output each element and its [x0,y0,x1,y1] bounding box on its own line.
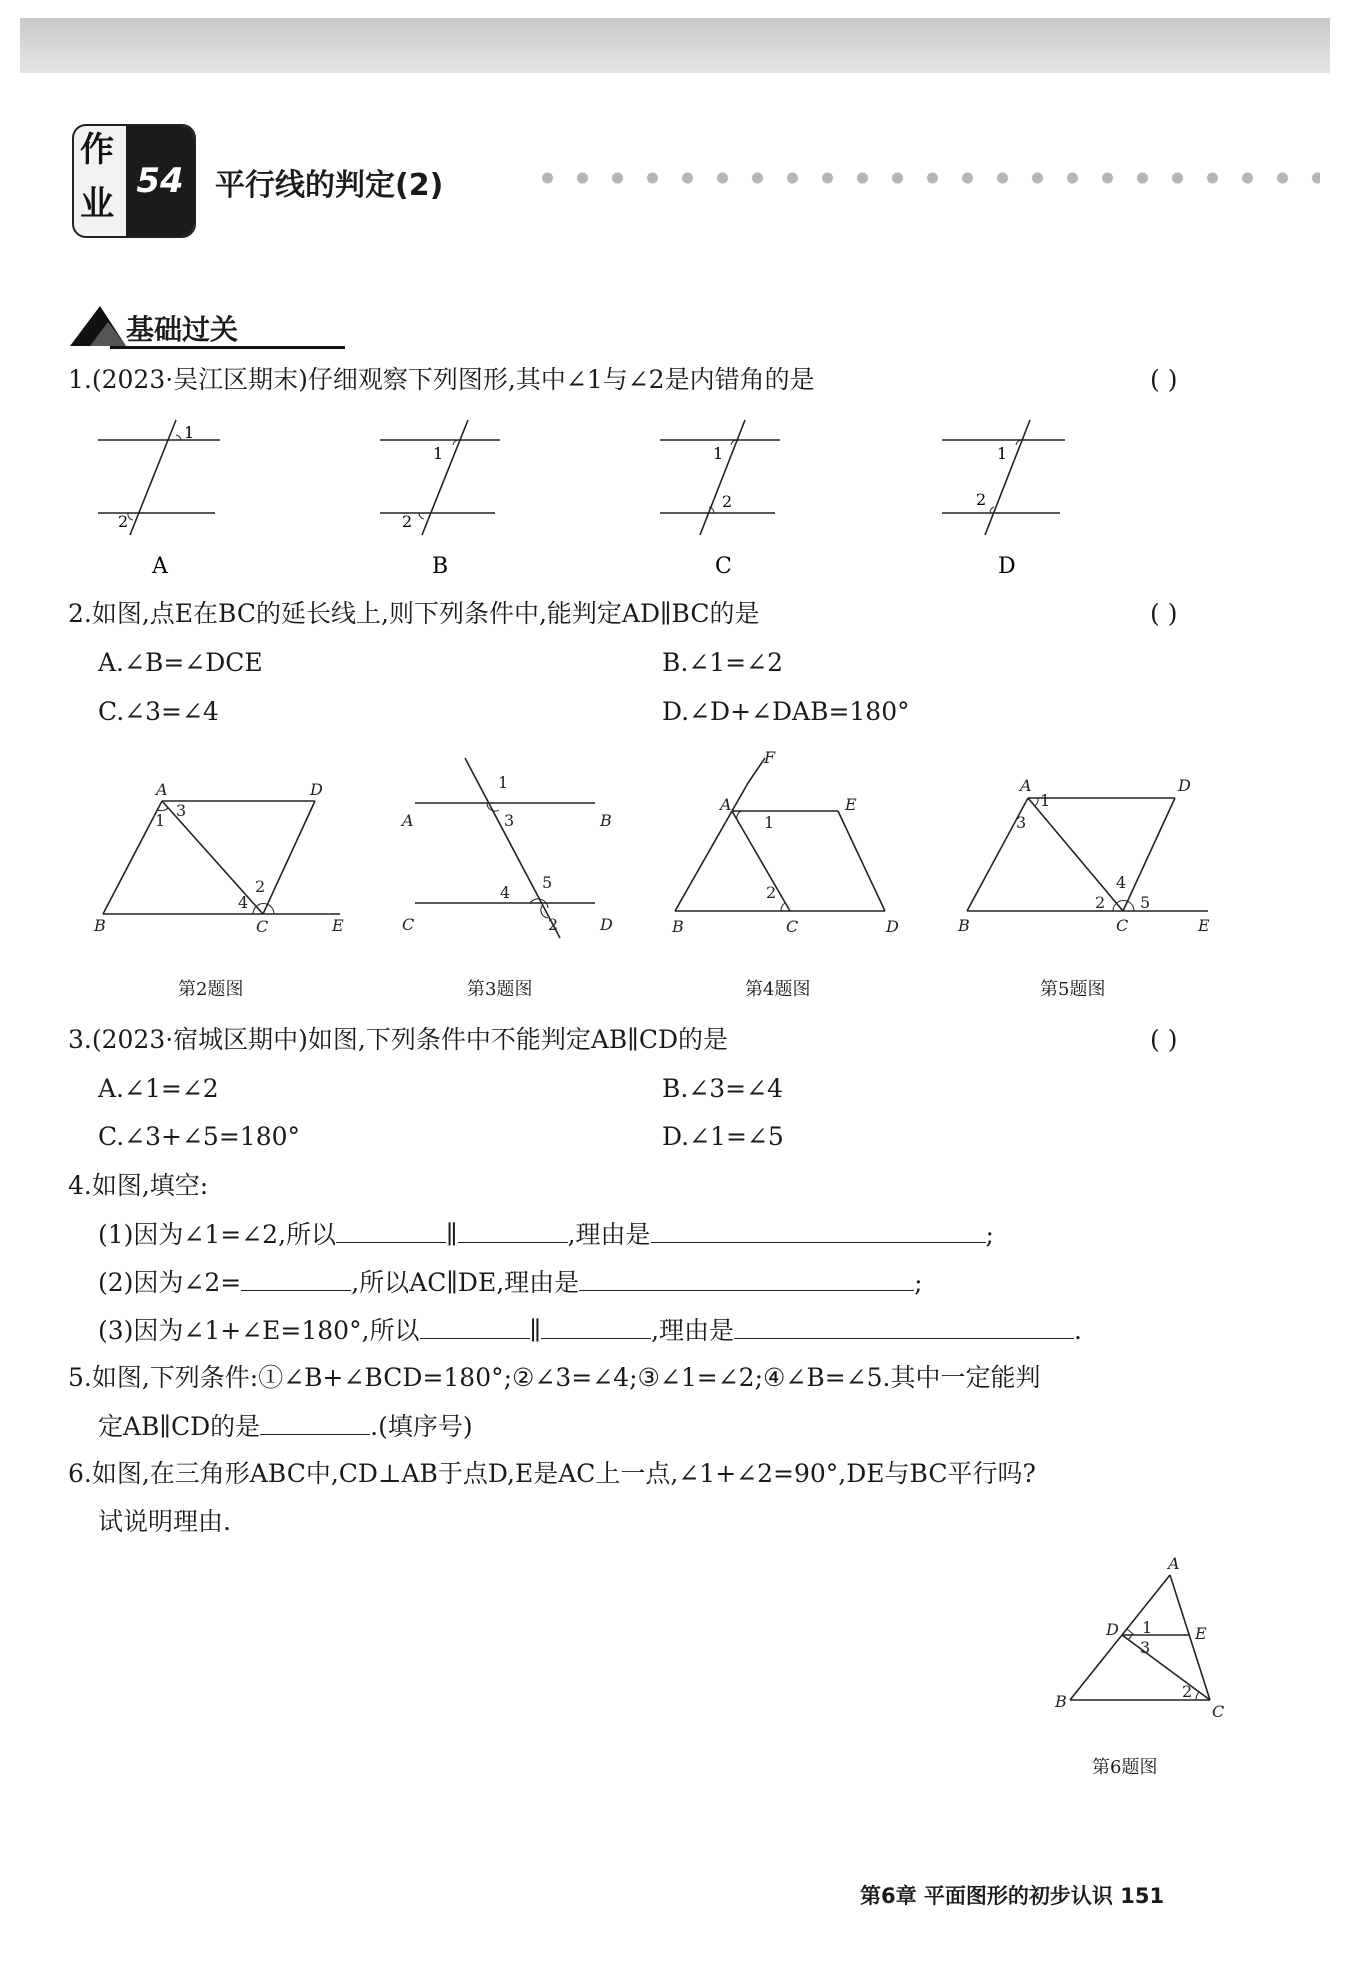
svg-text:2: 2 [402,512,413,531]
assignment-badge [72,124,196,238]
svg-text:2: 2 [722,492,733,511]
svg-text:1: 1 [713,444,724,463]
q1-option-d: D [998,554,1016,579]
svg-text:5: 5 [542,873,553,892]
q4-p1-blank-2[interactable] [458,1218,568,1243]
q1-figure-d [942,420,1065,579]
q4-p2-reason-blank[interactable] [579,1266,914,1291]
q4-p1-parallel: ∥ [446,1220,458,1249]
q2-answer-paren[interactable]: ( ) [1150,599,1178,628]
svg-text:4: 4 [500,883,511,902]
svg-text:E: E [1198,916,1210,935]
svg-text:C: C [1116,916,1129,935]
q1-option-a: A [152,554,168,579]
svg-text:2: 2 [548,915,559,934]
page-title: 平行线的判定(2) [215,168,444,203]
svg-text:A: A [156,780,168,799]
svg-text:1: 1 [1142,1618,1153,1637]
figure-6 [1040,1555,1240,1725]
q4-p1-prefix: (1)因为∠1=∠2,所以 [98,1220,337,1249]
svg-text:C: C [256,917,269,936]
svg-text:3: 3 [176,801,187,820]
q4-p3-end: . [1074,1316,1082,1345]
svg-text:3: 3 [1140,1638,1151,1657]
svg-text:1: 1 [1040,791,1051,810]
figure-5 [957,776,1210,935]
q2-option-d: D.∠D+∠DAB=180° [662,697,910,726]
q4-p3-parallel: ∥ [529,1316,542,1345]
q6-line-1: 6.如图,在三角形ABC中,CD⊥AB于点D,E是AC上一点,∠1+∠2=90°,DE与BC平行吗? [68,1459,1036,1488]
q4-p3-reason-blank[interactable] [734,1314,1074,1339]
svg-text:1: 1 [764,813,775,832]
svg-text:F: F [764,748,776,767]
q2-option-a: A.∠B=∠DCE [98,648,263,677]
svg-text:2: 2 [766,883,777,902]
section-heading [68,300,278,350]
figure-6-caption: 第6题图 [1092,1757,1158,1778]
figure-4 [671,748,899,936]
q4-p1-blank-1[interactable] [336,1218,446,1243]
svg-text:2: 2 [118,512,129,531]
svg-text:E: E [845,795,857,814]
q2-option-c: C.∠3=∠4 [98,697,219,726]
q2-option-b: B.∠1=∠2 [662,648,783,677]
q1-figure-a [98,420,220,579]
q4-p3-reason-label: ,理由是 [651,1316,735,1345]
svg-text:5: 5 [1140,893,1151,912]
svg-text:1: 1 [155,811,166,830]
q4-p3-blank-1[interactable] [420,1314,530,1339]
svg-text:E: E [332,916,344,935]
svg-text:A: A [1168,1555,1180,1573]
q1-answer-paren[interactable]: ( ) [1150,365,1178,394]
svg-text:C: C [1212,1702,1225,1721]
section-underline [110,346,345,349]
q4-p3-blank-2[interactable] [541,1314,651,1339]
q1-option-c: C [715,554,732,579]
figure-3-caption: 第3题图 [467,979,533,1000]
q4-part-2 [98,1266,923,1299]
svg-text:3: 3 [1016,813,1027,832]
q4-part-3 [98,1314,1082,1347]
q4-p3-prefix: (3)因为∠1+∠E=180°,所以 [98,1316,420,1345]
svg-text:1: 1 [997,444,1008,463]
svg-text:D: D [310,780,323,799]
svg-text:D: D [600,915,613,934]
q3-answer-paren[interactable]: ( ) [1150,1025,1178,1054]
q4-p2-middle: ,所以AC∥DE,理由是 [351,1268,580,1297]
figure-5-caption: 第5题图 [1040,979,1106,1000]
q4-p1-reason-label: ,理由是 [567,1220,651,1249]
q3-option-b: B.∠3=∠4 [662,1074,783,1103]
svg-text:C: C [786,917,799,936]
svg-text:2: 2 [1182,1682,1193,1701]
q1-text: 1.(2023·吴江区期末)仔细观察下列图形,其中∠1与∠2是内错角的是 [68,365,815,394]
q2-text: 2.如图,点E在BC的延长线上,则下列条件中,能判定AD∥BC的是 [68,599,760,628]
page-footer: 第6章 平面图形的初步认识 151 [860,1884,1165,1908]
q4-p2-end: ; [914,1268,923,1297]
q3-text: 3.(2023·宿城区期中)如图,下列条件中不能判定AB∥CD的是 [68,1025,729,1054]
badge-char-ye: 业 [80,184,114,224]
q6-line-2: 试说明理由. [98,1507,231,1536]
badge-number: 54 [126,126,194,236]
svg-text:B: B [94,916,106,935]
q5-line-1: 5.如图,下列条件:①∠B+∠BCD=180°;②∠3=∠4;③∠1=∠2;④∠B=∠5.其中一定能判 [68,1363,1041,1392]
q3-option-c: C.∠3+∠5=180° [98,1122,301,1151]
svg-text:4: 4 [1116,873,1127,892]
q4-p2-prefix: (2)因为∠2= [98,1268,242,1297]
badge-char-zuo: 作 [80,130,114,170]
top-band [20,18,1330,73]
q3-option-d: D.∠1=∠5 [662,1122,784,1151]
svg-text:3: 3 [504,811,515,830]
svg-text:B: B [672,917,684,936]
q3-option-a: A.∠1=∠2 [98,1074,219,1103]
svg-text:2: 2 [255,877,266,896]
q5-answer-blank[interactable] [260,1410,370,1435]
figure-3 [400,758,613,938]
svg-text:E: E [1195,1624,1207,1643]
q4-part-1 [98,1218,994,1251]
svg-text:2: 2 [976,490,987,509]
svg-text:1: 1 [184,423,195,442]
svg-text:2: 2 [1095,893,1106,912]
svg-text:D: D [1178,776,1191,795]
svg-text:1: 1 [433,444,444,463]
q1-figures [80,405,1100,585]
svg-text:A: A [720,795,732,814]
svg-text:B: B [600,811,612,830]
section-label: 基础过关 [126,313,239,346]
q1-figure-c [660,420,780,579]
q5-line-2 [98,1410,473,1443]
q1-figure-b [380,420,500,579]
badge-zuoye [80,130,124,224]
q5-suffix: .(填序号) [370,1412,473,1441]
q4-text: 4.如图,填空: [68,1171,209,1200]
svg-text:A: A [402,811,414,830]
q1-option-b: B [432,554,449,579]
q4-p1-end: ; [985,1220,994,1249]
figures-2-to-5 [80,748,1230,948]
svg-text:4: 4 [238,893,249,912]
svg-text:1: 1 [498,773,509,792]
figure-2-caption: 第2题图 [178,979,244,1000]
q4-p1-reason-blank[interactable] [651,1218,986,1243]
svg-text:B: B [1055,1692,1067,1711]
svg-text:B: B [958,916,970,935]
mountain-icon [68,300,128,348]
svg-text:C: C [402,915,415,934]
svg-text:A: A [1020,776,1032,795]
svg-text:D: D [1106,1620,1119,1639]
svg-text:D: D [886,917,899,936]
q4-p2-blank-1[interactable] [241,1266,351,1291]
title-dot-leader [530,172,1320,184]
figure-2 [93,780,344,936]
q5-prefix: 定AB∥CD的是 [98,1412,261,1441]
figure-4-caption: 第4题图 [745,979,811,1000]
